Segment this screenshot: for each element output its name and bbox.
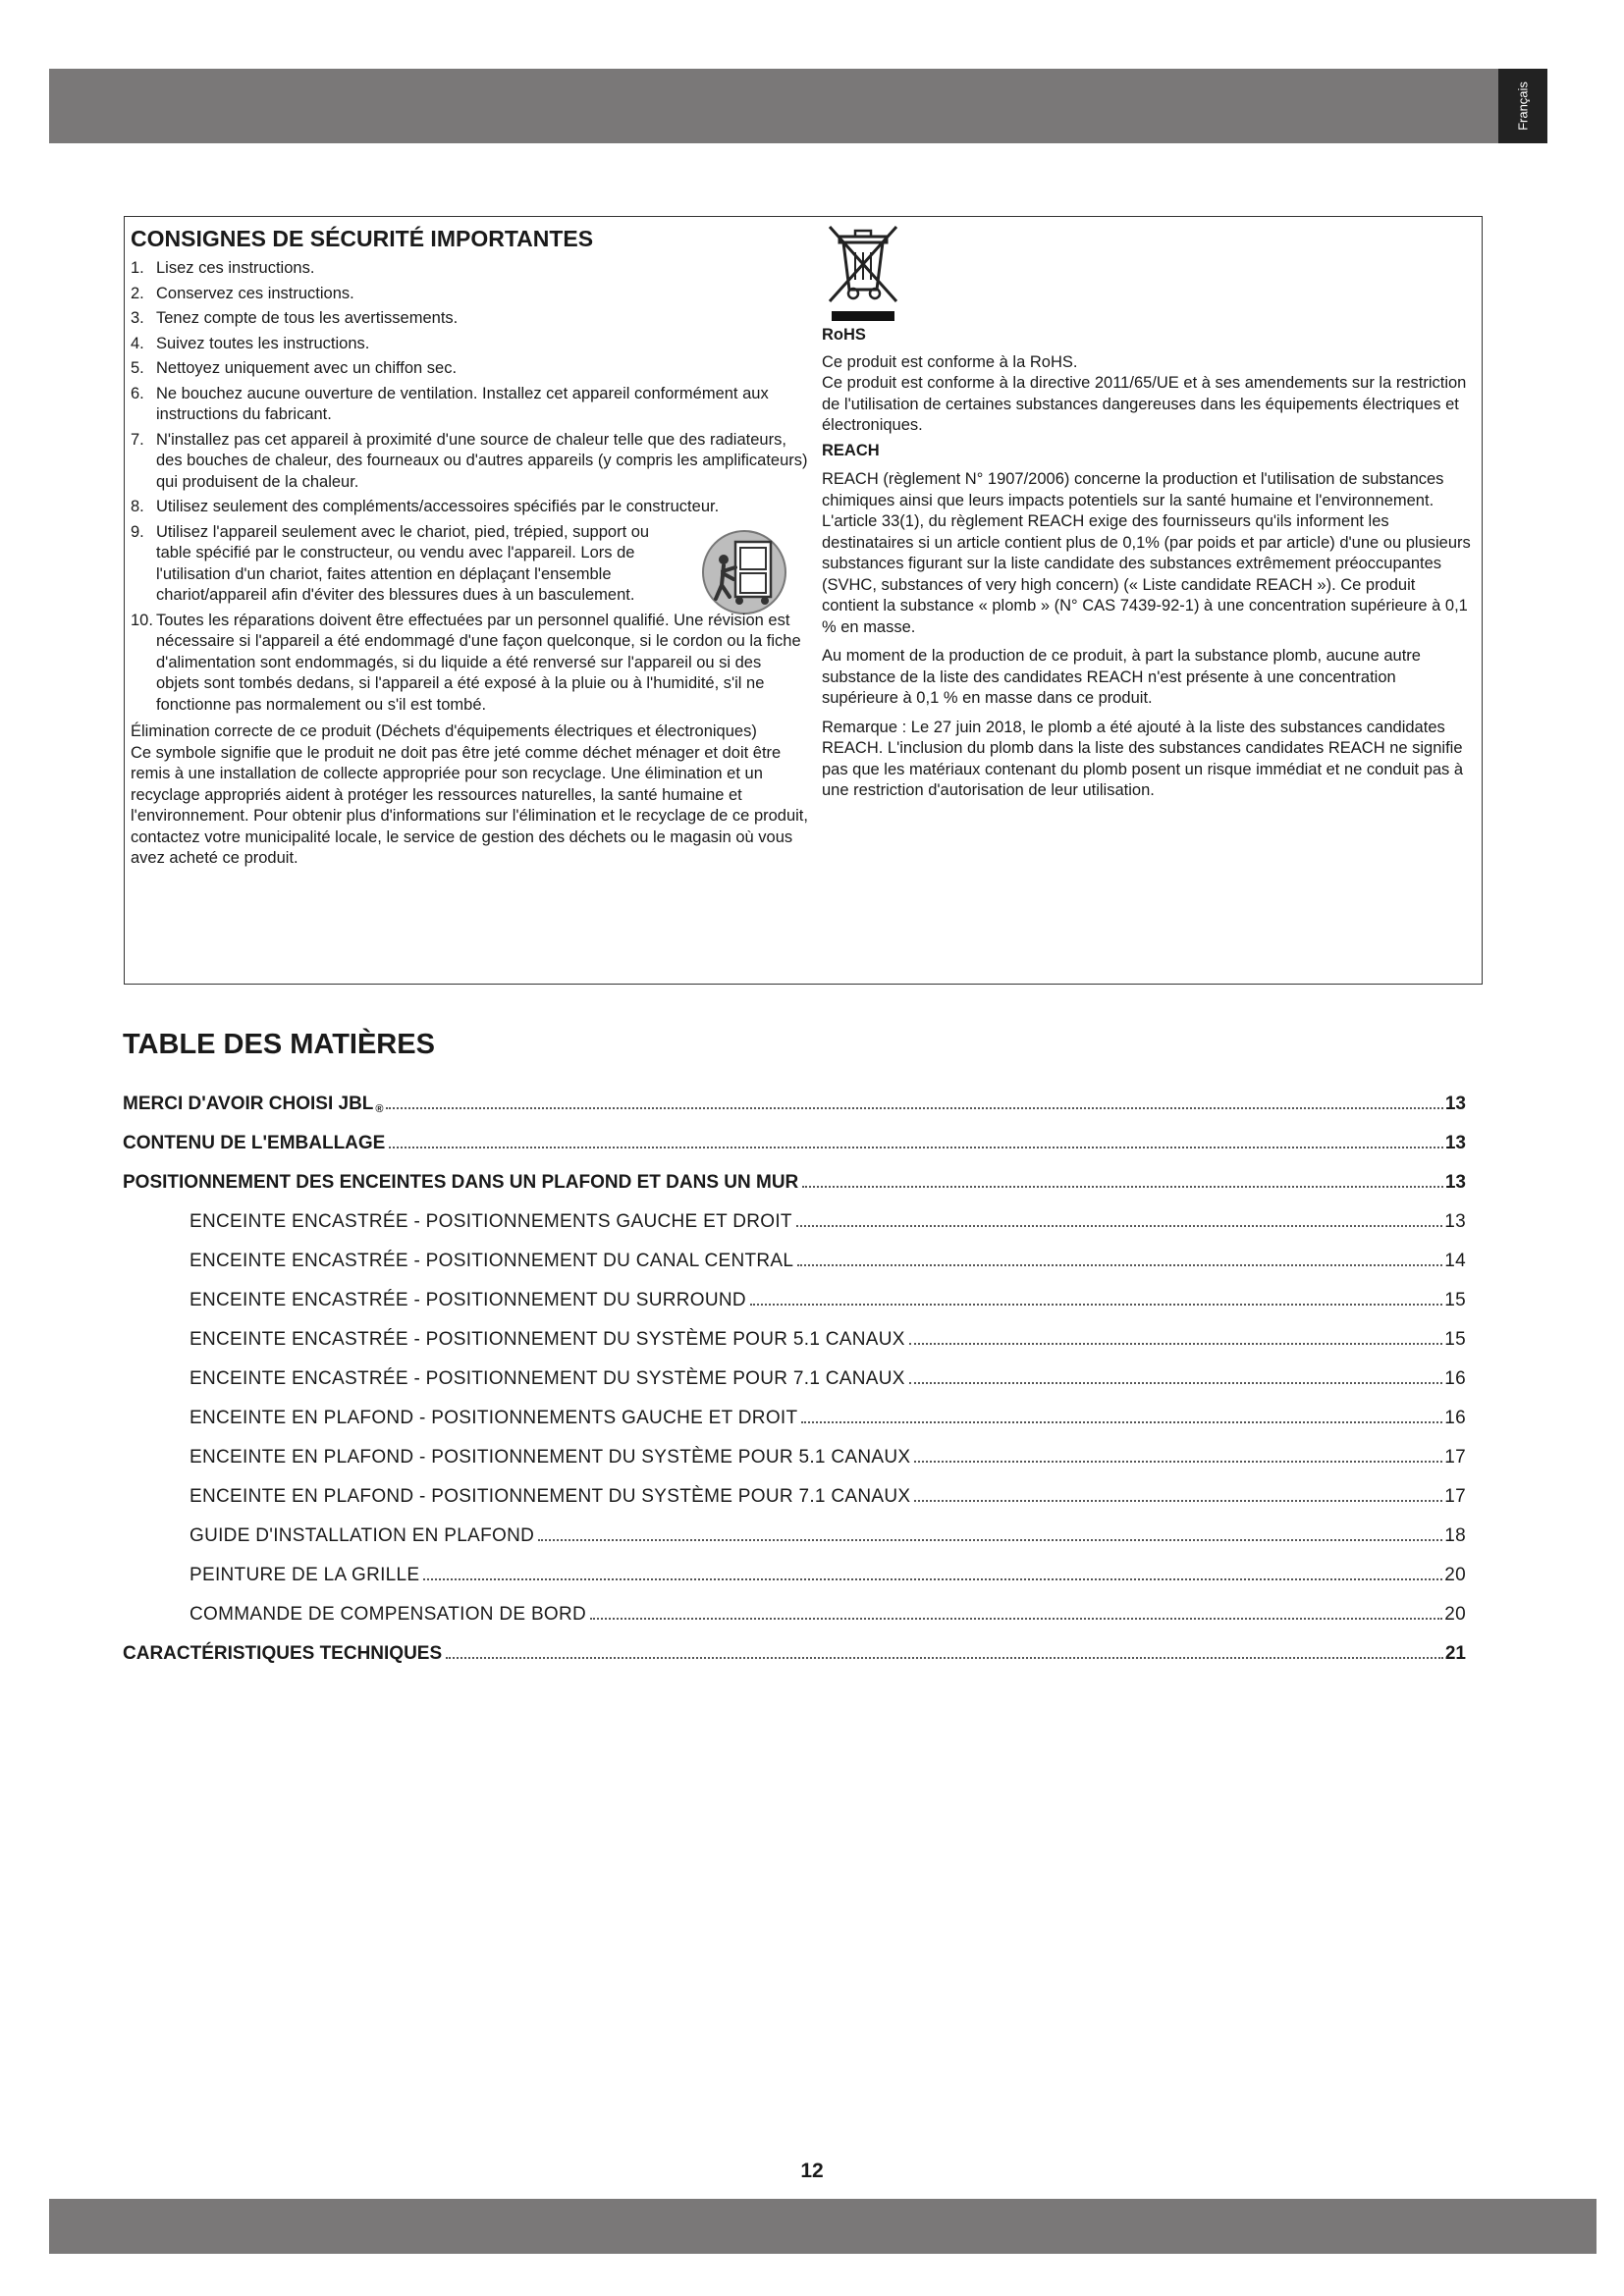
- safety-rule: [131, 334, 808, 355]
- safety-title: CONSIGNES DE SÉCURITÉ IMPORTANTES: [131, 226, 594, 251]
- toc-entry[interactable]: [123, 1154, 1466, 1194]
- toc-entry[interactable]: [123, 1311, 1466, 1351]
- safety-right-column: [822, 223, 1475, 806]
- rule-text: Conservez ces instructions.: [156, 284, 354, 302]
- rule-number: 9.: [131, 522, 144, 541]
- toc-dot-leader: [423, 1578, 1442, 1580]
- toc-entry-label: ENCEINTE EN PLAFOND - POSITIONNEMENTS GAUCHE ET DROIT: [189, 1408, 798, 1428]
- registered-mark: ®: [375, 1103, 384, 1115]
- toc-dot-leader: [538, 1539, 1442, 1541]
- safety-rule: [131, 284, 808, 305]
- toc-entry-label: ENCEINTE ENCASTRÉE - POSITIONNEMENT DU SYSTÈME POUR 5.1 CANAUX: [189, 1329, 905, 1350]
- toc-entry-label: PEINTURE DE LA GRILLE: [189, 1565, 420, 1585]
- toc-entry-label: ENCEINTE ENCASTRÉE - POSITIONNEMENT DU CANAL CENTRAL: [189, 1251, 794, 1271]
- toc-entry-page: 17: [1444, 1447, 1466, 1468]
- toc-entry-page: 13: [1444, 1133, 1466, 1153]
- safety-rules-list: [131, 258, 808, 716]
- disposal-title: Élimination correcte de ce produit (Déchets d'équipements électriques et électroniques): [131, 722, 757, 740]
- rohs-line-2: Ce produit est conforme à la directive 2011/65/UE et à ses amendements sur la restriction de l'utilisation de certaines substances dangereuses dans les équipements électriques et électroniques.: [822, 374, 1467, 434]
- cart-warning-icon: [700, 528, 788, 616]
- toc-entry-label: MERCI D'AVOIR CHOISI JBL: [123, 1094, 374, 1114]
- toc-entry-page: 15: [1444, 1290, 1466, 1310]
- safety-left-column: [131, 225, 808, 870]
- safety-rule: [131, 497, 808, 518]
- toc-title: TABLE DES MATIÈRES: [123, 1029, 435, 1060]
- toc-entry-label: POSITIONNEMENT DES ENCEINTES DANS UN PLAFOND ET DANS UN MUR: [123, 1172, 799, 1193]
- rule-number: 7.: [131, 430, 144, 449]
- rohs-title: RoHS: [822, 326, 866, 344]
- toc-entry[interactable]: [123, 1194, 1466, 1233]
- toc-entry[interactable]: [123, 1626, 1466, 1665]
- safety-rule: [131, 258, 808, 280]
- toc-dot-leader: [386, 1107, 1443, 1109]
- rule-number: 1.: [131, 259, 144, 277]
- page-number: 12: [800, 2160, 824, 2182]
- rule-text: Suivez toutes les instructions.: [156, 334, 370, 352]
- toc-entry-label: ENCEINTE ENCASTRÉE - POSITIONNEMENT DU SURROUND: [189, 1290, 746, 1310]
- rule-text: Utilisez seulement des compléments/accessoires spécifiés par le constructeur.: [156, 498, 720, 515]
- toc-entry[interactable]: [123, 1233, 1466, 1272]
- toc-entry[interactable]: [123, 1508, 1466, 1547]
- toc-entry-label: CARACTÉRISTIQUES TECHNIQUES: [123, 1643, 443, 1664]
- toc-dot-leader: [796, 1225, 1442, 1227]
- table-of-contents: [123, 1076, 1466, 1665]
- toc-entry[interactable]: [123, 1076, 1466, 1115]
- toc-entry[interactable]: [123, 1429, 1466, 1468]
- toc-dot-leader: [797, 1264, 1442, 1266]
- reach-paragraph-2: Au moment de la production de ce produit, à part la substance plomb, aucune autre substance de la liste des candidates REACH n'est présente à une concentration supérieure à 0,1 % en masse dans ce produit.: [822, 647, 1421, 707]
- toc-entry-page: 16: [1444, 1408, 1466, 1428]
- toc-entry-page: 13: [1444, 1211, 1466, 1232]
- toc-entry-label: ENCEINTE ENCASTRÉE - POSITIONNEMENTS GAUCHE ET DROIT: [189, 1211, 792, 1232]
- rule-text: Tenez compte de tous les avertissements.: [156, 309, 459, 327]
- toc-entry[interactable]: [123, 1390, 1466, 1429]
- toc-entry-page: 20: [1444, 1604, 1466, 1625]
- toc-dot-leader: [802, 1186, 1443, 1188]
- toc-entry-page: 20: [1444, 1565, 1466, 1585]
- safety-rule: [131, 522, 808, 607]
- toc-entry[interactable]: [123, 1586, 1466, 1626]
- rule-number: 3.: [131, 309, 144, 327]
- disposal-text: Ce symbole signifie que le produit ne doit pas être jeté comme déchet ménager et doit être remis à une installation de collecte appropriée pour son recyclage. Une élimination et un recyclage appropriés aident à protéger les ressources naturelles, la santé humaine et l'environnement. Pour obtenir plus d'informations sur l'élimination et le recyclage de ce produit, contactez votre municipalité locale, le service de gestion des déchets ou le magasin où vous avez acheté ce produit.: [131, 743, 808, 867]
- toc-dot-leader: [914, 1461, 1442, 1463]
- safety-rule: [131, 384, 808, 426]
- toc-entry[interactable]: [123, 1351, 1466, 1390]
- toc-entry[interactable]: [123, 1547, 1466, 1586]
- rule-text: Utilisez l'appareil seulement avec le chariot, pied, trépied, support ou table spécifié par le constructeur, ou vendu avec l'appareil. Lors de l'utilisation d'un chariot, faites attention en déplaçant l'ensemble chariot/appareil afin d'éviter des blessures dues à un basculement.: [156, 522, 650, 604]
- toc-entry-label: CONTENU DE L'EMBALLAGE: [123, 1133, 386, 1153]
- footer-bar: [49, 2199, 1597, 2254]
- toc-entry[interactable]: [123, 1115, 1466, 1154]
- toc-dot-leader: [909, 1382, 1443, 1384]
- toc-dot-leader: [914, 1500, 1442, 1502]
- rohs-line-1: Ce produit est conforme à la RoHS.: [822, 352, 1078, 371]
- toc-dot-leader: [590, 1618, 1442, 1620]
- toc-entry[interactable]: [123, 1468, 1466, 1508]
- toc-dot-leader: [801, 1421, 1442, 1423]
- toc-dot-leader: [389, 1147, 1443, 1148]
- rule-number: 5.: [131, 359, 144, 377]
- toc-entry-page: 16: [1444, 1368, 1466, 1389]
- weee-crossed-bin-icon: [826, 223, 900, 321]
- rule-number: 10.: [131, 611, 153, 629]
- toc-entry-label: ENCEINTE EN PLAFOND - POSITIONNEMENT DU SYSTÈME POUR 5.1 CANAUX: [189, 1447, 911, 1468]
- toc-entry-label: ENCEINTE ENCASTRÉE - POSITIONNEMENT DU SYSTÈME POUR 7.1 CANAUX: [189, 1368, 905, 1389]
- toc-entry-page: 17: [1444, 1486, 1466, 1507]
- toc-entry-label: COMMANDE DE COMPENSATION DE BORD: [189, 1604, 587, 1625]
- language-tab-label: Français: [1515, 81, 1531, 131]
- safety-box: [124, 216, 1483, 985]
- rule-text: Toutes les réparations doivent être effectuées par un personnel qualifié. Une révision est nécessaire si l'appareil a été endommagé d'une façon quelconque, si le cordon ou la fiche d'alimentation sont endommagés, si du liquide a été renversé sur l'appareil ou si des objets sont tombés dedans, si l'appareil a été exposé à la pluie ou à l'humidité, s'il ne fonctionne pas normalement ou s'il est tombé.: [156, 611, 801, 714]
- toc-entry-page: 13: [1444, 1094, 1466, 1114]
- toc-entry-page: 15: [1444, 1329, 1466, 1350]
- language-tab[interactable]: [1498, 69, 1547, 143]
- reach-paragraph-3: Remarque : Le 27 juin 2018, le plomb a été ajouté à la liste des substances candidates REACH. L'inclusion du plomb dans la liste des substances candidates REACH ne signifie pas que les matériaux contenant du plomb posent un risque immédiat et ne conduit pas à une restriction d'autorisation de leur utilisation.: [822, 718, 1464, 799]
- toc-entry-page: 13: [1444, 1172, 1466, 1193]
- safety-rule: [131, 358, 808, 380]
- rule-text: N'installez pas cet appareil à proximité d'une source de chaleur telle que des radiateurs, des bouches de chaleur, des fourneaux ou d'autres appareils (y compris les amplificateurs) qui produisent de la chaleur.: [156, 430, 808, 491]
- safety-rule: [131, 611, 808, 717]
- toc-entry[interactable]: [123, 1272, 1466, 1311]
- rule-number: 6.: [131, 384, 144, 402]
- header-bar: [49, 69, 1498, 143]
- toc-dot-leader: [909, 1343, 1443, 1345]
- toc-dot-leader: [446, 1657, 1443, 1659]
- reach-title: REACH: [822, 441, 880, 459]
- toc-entry-page: 14: [1444, 1251, 1466, 1271]
- rule-number: 4.: [131, 334, 144, 352]
- rule-number: 2.: [131, 284, 144, 302]
- safety-rule: [131, 308, 808, 330]
- rule-text: Lisez ces instructions.: [156, 259, 315, 277]
- safety-rule: [131, 430, 808, 494]
- reach-paragraph-1: REACH (règlement N° 1907/2006) concerne la production et l'utilisation de substances chimiques ainsi que leurs impacts potentiels sur la santé humaine et l'environnement. L'article 33(1), du règlement REACH exige des fournisseurs qu'ils informent les destinataires si un article contient plus de 0,1% (par poids et par article) d'une ou plusieurs substances figurant sur la liste candidate des substances extrêmement préoccupantes (SVHC, substances of very high concern) (« Liste candidate REACH »). Ce produit contient la substance « plomb » (N° CAS 7439-92-1) à une concentration supérieure à 0,1 % en masse.: [822, 470, 1471, 636]
- toc-dot-leader: [750, 1304, 1442, 1306]
- toc-entry-page: 18: [1444, 1525, 1466, 1546]
- rule-text: Ne bouchez aucune ouverture de ventilation. Installez cet appareil conformément aux instructions du fabricant.: [156, 384, 769, 423]
- rule-text: Nettoyez uniquement avec un chiffon sec.: [156, 359, 458, 377]
- rule-number: 8.: [131, 498, 144, 515]
- toc-entry-label: ENCEINTE EN PLAFOND - POSITIONNEMENT DU SYSTÈME POUR 7.1 CANAUX: [189, 1486, 911, 1507]
- toc-entry-label: GUIDE D'INSTALLATION EN PLAFOND: [189, 1525, 535, 1546]
- toc-entry-page: 21: [1444, 1643, 1466, 1664]
